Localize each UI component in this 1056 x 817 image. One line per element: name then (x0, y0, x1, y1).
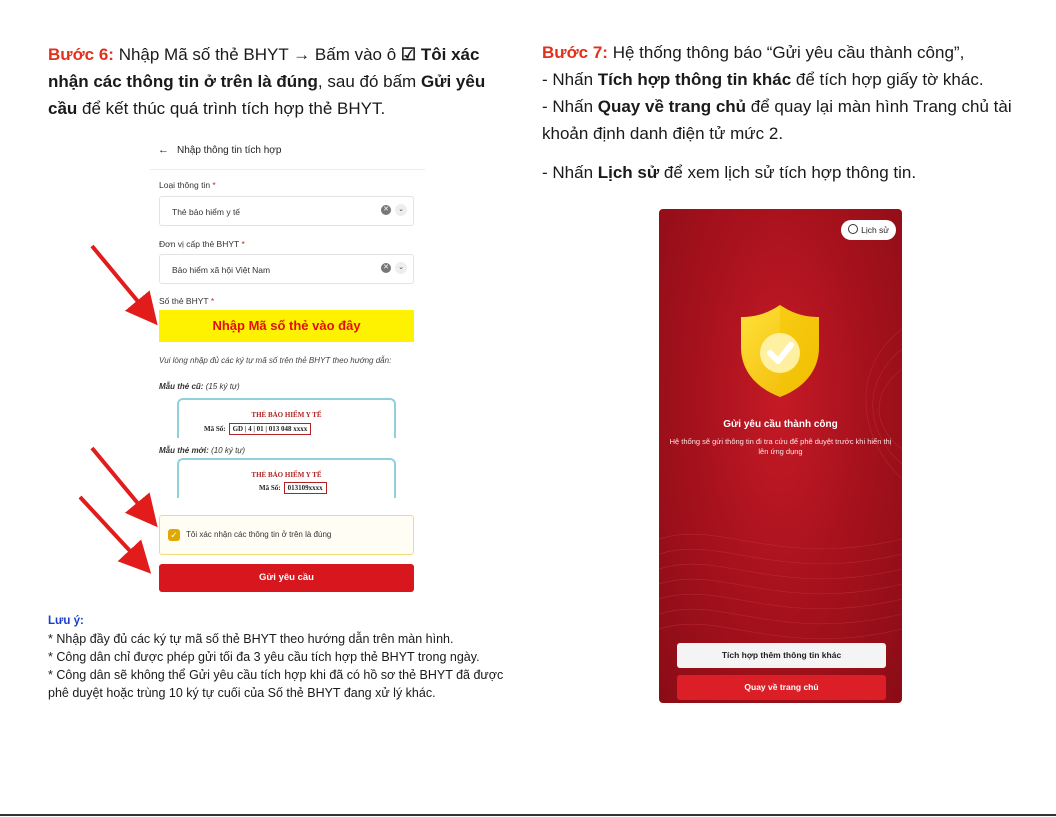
new-card-code-row (259, 482, 327, 494)
step7-line-3 (542, 93, 1022, 147)
new-card-code: 013109xxxx (284, 482, 327, 494)
old-card-code: GD | 4 | 01 | 013 048 xxxx (229, 423, 312, 435)
note-item: * Nhập đầy đủ các ký tự mã số thẻ BHYT theo hướng dẫn trên màn hình. (48, 632, 454, 646)
step7-l4-suffix: để xem lịch sử tích hợp thông tin. (659, 163, 917, 182)
step7-line-1 (542, 39, 1022, 66)
step6-text-1: Nhập Mã số thẻ BHYT → Bấm vào ô (113, 45, 401, 64)
step6-text-2: , sau đó bấm (317, 72, 421, 91)
step7-l2-bold: Tích hợp thông tin khác (597, 70, 792, 89)
checkbox-checked-icon[interactable]: ✓ (168, 529, 180, 541)
required-mark: * (241, 239, 245, 249)
step7-l4-bold: Lịch sử (597, 163, 660, 182)
card-number-label (159, 296, 214, 306)
step7-l3-prefix: - Nhấn (542, 97, 598, 116)
step7-line-2 (542, 66, 1022, 93)
note-section (48, 612, 518, 702)
back-arrow-icon[interactable]: ← (158, 144, 169, 156)
clear-icon[interactable]: ✕ (381, 205, 391, 215)
step7-line-4 (542, 159, 1022, 186)
checkbox-glyph: ☑ (400, 45, 417, 64)
history-icon (848, 224, 858, 234)
note-item: * Công dân chỉ được phép gửi tối đa 3 yêu cầu tích hợp thẻ BHYT trong ngày. (48, 650, 480, 664)
new-card-code-label: Mã Số: (259, 484, 281, 492)
info-type-select[interactable] (159, 196, 414, 226)
new-card-sample (177, 458, 396, 498)
clear-icon[interactable]: ✕ (381, 263, 391, 273)
arrow-to-confirm-checkbox (92, 448, 150, 518)
home-button[interactable]: Quay về trang chủ (677, 675, 886, 700)
form-header (158, 144, 281, 156)
step6-instruction (48, 41, 518, 122)
integration-form-screenshot (150, 136, 420, 606)
step7-l2-prefix: - Nhấn (542, 70, 598, 89)
card-number-hint: Vui lòng nhập đủ các ký tự mã số trên thẻ BHYT theo hướng dẫn: (159, 356, 392, 365)
confirm-checkbox-label: Tôi xác nhận các thông tin ở trên là đúng (186, 530, 332, 539)
old-sample-label (159, 382, 240, 391)
card-number-input[interactable]: Nhập Mã số thẻ vào đây (159, 310, 414, 342)
step7-label: Bước 7: (542, 43, 608, 62)
step6-bold-submit: Gửi yêu cầu (48, 72, 486, 118)
history-button-label: Lịch sử (861, 225, 889, 235)
form-header-title: Nhập thông tin tích hợp (177, 145, 282, 156)
new-sample-label (159, 446, 245, 455)
step7-l4-prefix: - Nhấn (542, 163, 598, 182)
step7-l3-bold: Quay về trang chủ (597, 97, 747, 116)
new-card-title: THẺ BẢO HIỂM Y TẾ (251, 471, 322, 479)
history-button[interactable] (841, 220, 896, 240)
success-screenshot (659, 209, 902, 703)
issuer-value: Bảo hiểm xã hội Việt Nam (172, 265, 271, 275)
bottom-rule (0, 814, 1056, 816)
note-item: * Công dân sẽ không thể Gửi yêu cầu tích hợp khi đã có hồ sơ thẻ BHYT đã được phê duyệt hoặc trùng 10 ký tự cuối của Số thẻ BHYT đang xử lý khác. (48, 668, 504, 700)
new-sample-label-text: Mẫu thẻ mới: (159, 446, 209, 455)
info-type-label (159, 180, 216, 190)
arrow-to-card-input (92, 246, 150, 316)
success-description: Hệ thống sẽ gửi thông tin đi tra cứu để phê duyệt trước khi hiển thị lên ứng dụng (669, 437, 892, 456)
step7-l3-suffix: để quay lại màn hình Trang chủ tài khoản định danh điện tử mức 2. (542, 97, 1012, 143)
old-sample-label-text: Mẫu thẻ cũ: (159, 382, 204, 391)
step6-label: Bước 6: (48, 45, 114, 64)
issuer-label-text: Đơn vị cấp thẻ BHYT (159, 239, 240, 249)
confirm-checkbox-row[interactable] (159, 515, 414, 555)
note-title: Lưu ý: (48, 615, 84, 627)
info-type-value: Thẻ bảo hiểm y tế (172, 207, 241, 217)
issuer-label (159, 239, 245, 249)
step7-gap (542, 147, 1022, 159)
step7-text-1: Hệ thống thông báo “Gửi yêu cầu thành công”, (607, 43, 965, 62)
chevron-down-icon[interactable]: ⌄ (395, 262, 407, 274)
header-divider (150, 169, 425, 170)
required-mark: * (210, 296, 215, 306)
new-sample-note: (10 ký tự) (211, 446, 246, 455)
info-type-label-text: Loại thông tin (159, 180, 211, 190)
old-sample-note: (15 ký tự) (205, 382, 240, 391)
step6-text-3: để kết thúc quá trình tích hợp thẻ BHYT. (77, 99, 386, 118)
integrate-other-button[interactable]: Tích hợp thêm thông tin khác (677, 643, 886, 668)
card-number-label-text: Số thẻ BHYT (159, 296, 209, 306)
old-card-title: THẺ BẢO HIỂM Y TẾ (251, 411, 322, 419)
required-mark: * (212, 180, 216, 190)
step7-instruction (542, 39, 1022, 186)
old-card-code-label: Mã Số: (204, 425, 226, 433)
issuer-select[interactable] (159, 254, 414, 284)
success-shield-icon (737, 301, 823, 401)
old-card-sample (177, 398, 396, 438)
background-waves (659, 209, 902, 703)
chevron-down-icon[interactable]: ⌄ (395, 204, 407, 216)
old-card-code-row (204, 423, 311, 435)
submit-button[interactable]: Gửi yêu cầu (159, 564, 414, 592)
arrow-to-submit-button (80, 497, 143, 565)
step7-l2-suffix: để tích hợp giấy tờ khác. (791, 70, 984, 89)
success-title: Gửi yêu cầu thành công (723, 419, 838, 430)
step6-bold-confirm: Tôi xác nhận các thông tin ở trên là đúng (48, 45, 480, 91)
